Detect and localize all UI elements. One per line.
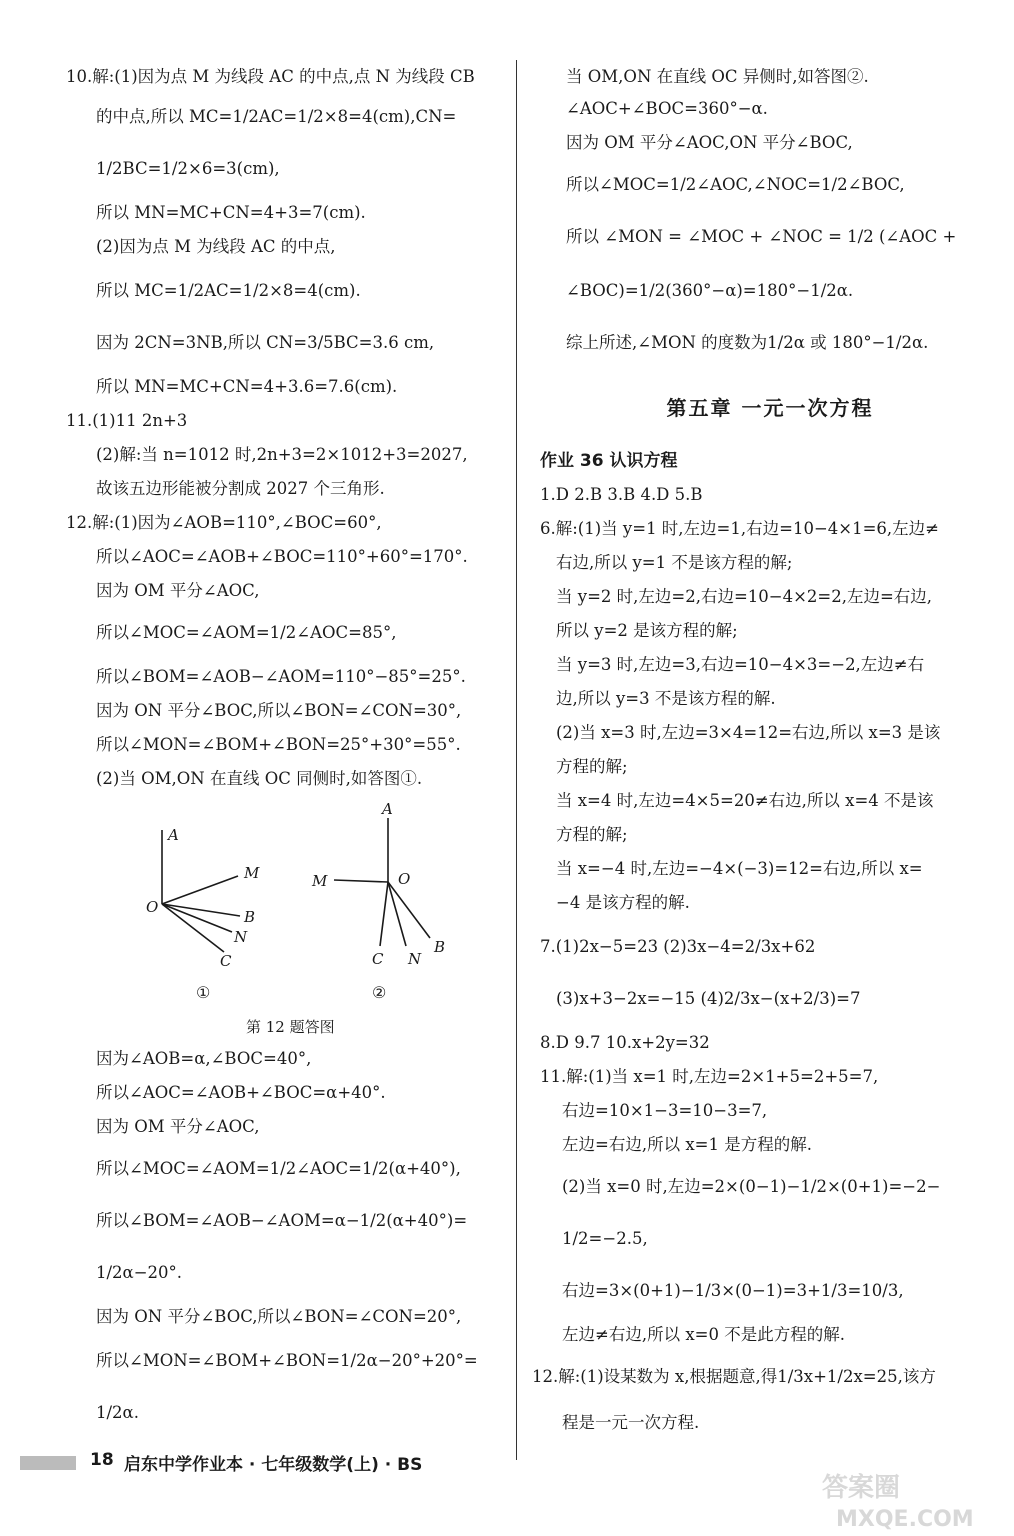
left-text-line: 因为∠AOB=α,∠BOC=40°, bbox=[96, 1049, 312, 1068]
watermark-top: 答案圈 bbox=[822, 1473, 901, 1503]
right-text-line: 程是一元一次方程. bbox=[562, 1413, 700, 1432]
left-text-line: 1/2α. bbox=[96, 1403, 139, 1422]
right-text-line: 所以 y=2 是该方程的解; bbox=[556, 621, 738, 640]
left-text-line: 10.解:(1)因为点 M 为线段 AC 的中点,点 N 为线段 CB bbox=[66, 67, 475, 86]
right-text-line: 1.D 2.B 3.B 4.D 5.B bbox=[540, 485, 703, 504]
left-text-line: 的中点,所以 MC=1/2AC=1/2×8=4(cm),CN= bbox=[96, 107, 457, 126]
right-text-line: 所以∠MOC=1/2∠AOC,∠NOC=1/2∠BOC, bbox=[566, 175, 905, 194]
left-text-line: 所以∠MON=∠BOM+∠BON=25°+30°=55°. bbox=[96, 735, 461, 754]
right-text-line: 综上所述,∠MON 的度数为1/2α 或 180°−1/2α. bbox=[566, 333, 929, 352]
answer-figure bbox=[140, 800, 480, 1040]
right-text-line: 所以 ∠MON = ∠MOC + ∠NOC = 1/2 (∠AOC + bbox=[566, 227, 957, 246]
right-text-line: (3)x+3−2x=−15 (4)2/3x−(x+2/3)=7 bbox=[556, 989, 861, 1008]
left-text-line: 故该五边形能被分割成 2027 个三角形. bbox=[96, 479, 385, 498]
fig2-point-B: B bbox=[434, 938, 446, 956]
figure-1 bbox=[162, 830, 240, 952]
fig2-label: ② bbox=[372, 983, 387, 1002]
fig2-point-A: A bbox=[382, 800, 393, 818]
fig1-point-M: M bbox=[244, 864, 260, 882]
left-text-line: 1/2BC=1/2×6=3(cm), bbox=[96, 159, 280, 178]
fig2-point-N: N bbox=[408, 950, 422, 968]
left-text-line: (2)因为点 M 为线段 AC 的中点, bbox=[96, 237, 336, 256]
fig2-point-O: O bbox=[398, 870, 411, 888]
fig1-point-C: C bbox=[220, 952, 232, 970]
right-text-line: 当 x=−4 时,左边=−4×(−3)=12=右边,所以 x= bbox=[556, 859, 923, 878]
right-text-line: −4 是该方程的解. bbox=[556, 893, 690, 912]
fig1-point-O: O bbox=[146, 898, 159, 916]
right-text-line: 6.解:(1)当 y=1 时,左边=1,右边=10−4×1=6,左边≠ bbox=[540, 519, 939, 538]
right-text-line: ∠AOC+∠BOC=360°−α. bbox=[566, 99, 768, 118]
page-footer bbox=[20, 1448, 500, 1476]
right-text-line: 因为 OM 平分∠AOC,ON 平分∠BOC, bbox=[566, 133, 853, 152]
left-text-line: (2)当 OM,ON 在直线 OC 同侧时,如答图①. bbox=[96, 769, 423, 788]
right-text-line: 12.解:(1)设某数为 x,根据题意,得1/3x+1/2x=25,该方 bbox=[532, 1367, 936, 1386]
left-text-line: 所以∠AOC=∠AOB+∠BOC=α+40°. bbox=[96, 1083, 386, 1102]
left-text-line: 所以∠MOC=∠AOM=1/2∠AOC=1/2(α+40°), bbox=[96, 1159, 461, 1178]
left-text-line: 1/2α−20°. bbox=[96, 1263, 183, 1282]
right-text-line: 边,所以 y=3 不是该方程的解. bbox=[556, 689, 776, 708]
left-text-line: 所以 MN=MC+CN=4+3=7(cm). bbox=[96, 203, 366, 222]
right-text-line: 方程的解; bbox=[556, 825, 628, 844]
right-text-line: 11.解:(1)当 x=1 时,左边=2×1+5=2+5=7, bbox=[540, 1067, 879, 1086]
left-text-line: 所以∠AOC=∠AOB+∠BOC=110°+60°=170°. bbox=[96, 547, 468, 566]
fig2-point-M: M bbox=[312, 872, 328, 890]
left-text-line: 所以∠MOC=∠AOM=1/2∠AOC=85°, bbox=[96, 623, 397, 642]
left-text-line: 因为 ON 平分∠BOC,所以∠BON=∠CON=30°, bbox=[96, 701, 462, 720]
left-text-line: 因为 OM 平分∠AOC, bbox=[96, 1117, 260, 1136]
left-text-line: 因为 2CN=3NB,所以 CN=3/5BC=3.6 cm, bbox=[96, 333, 435, 352]
right-text-line: 右边=3×(0+1)−1/3×(0−1)=3+1/3=10/3, bbox=[562, 1281, 904, 1300]
left-text-line: 所以 MN=MC+CN=4+3.6=7.6(cm). bbox=[96, 377, 398, 396]
right-text-line: 右边=10×1−3=10−3=7, bbox=[562, 1101, 768, 1120]
right-text-line: 当 x=4 时,左边=4×5=20≠右边,所以 x=4 不是该 bbox=[556, 791, 934, 810]
right-text-line: 左边≠右边,所以 x=0 不是此方程的解. bbox=[562, 1325, 845, 1344]
figure-caption: 第 12 题答图 bbox=[246, 1018, 335, 1036]
left-text-line: 11.(1)11 2n+3 bbox=[66, 411, 188, 430]
fig2-point-C: C bbox=[372, 950, 384, 968]
fig1-point-A: A bbox=[168, 826, 179, 844]
figure-2 bbox=[334, 818, 430, 946]
right-text-line: 当 y=3 时,左边=3,右边=10−4×3=−2,左边≠右 bbox=[556, 655, 925, 674]
right-text-line: (2)当 x=3 时,左边=3×4=12=右边,所以 x=3 是该 bbox=[556, 723, 941, 742]
right-text-line: 左边=右边,所以 x=1 是方程的解. bbox=[562, 1135, 812, 1154]
footer-bar bbox=[20, 1456, 76, 1470]
left-text-line: 所以∠MON=∠BOM+∠BON=1/2α−20°+20°= bbox=[96, 1351, 478, 1370]
left-text-line: (2)解:当 n=1012 时,2n+3=2×1012+3=2027, bbox=[96, 445, 468, 464]
right-text-line: 1/2=−2.5, bbox=[562, 1229, 648, 1248]
left-text-line: 因为 ON 平分∠BOC,所以∠BON=∠CON=20°, bbox=[96, 1307, 462, 1326]
right-text-line: ∠BOC)=1/2(360°−α)=180°−1/2α. bbox=[566, 281, 854, 300]
left-text-line: 所以∠BOM=∠AOB−∠AOM=110°−85°=25°. bbox=[96, 667, 466, 686]
left-text-line: 因为 OM 平分∠AOC, bbox=[96, 581, 260, 600]
left-text-line: 所以∠BOM=∠AOB−∠AOM=α−1/2(α+40°)= bbox=[96, 1211, 468, 1230]
chapter-title: 第五章 一元一次方程 bbox=[666, 396, 874, 420]
fig1-point-N: N bbox=[234, 928, 248, 946]
left-text-line: 所以 MC=1/2AC=1/2×8=4(cm). bbox=[96, 281, 361, 300]
right-text-line: 右边,所以 y=1 不是该方程的解; bbox=[556, 553, 793, 572]
column-divider bbox=[516, 60, 517, 1460]
watermark-logo bbox=[816, 1466, 996, 1532]
homework-title: 作业 36 认识方程 bbox=[540, 451, 678, 471]
watermark-bottom: MXQE.COM bbox=[836, 1507, 974, 1532]
book-title: 启东中学作业本 · 七年级数学(上) · BS bbox=[124, 1455, 423, 1475]
fig1-label: ① bbox=[196, 983, 211, 1002]
right-text-line: 7.(1)2x−5=23 (2)3x−4=2/3x+62 bbox=[540, 937, 816, 956]
right-text-line: 当 y=2 时,左边=2,右边=10−4×2=2,左边=右边, bbox=[556, 587, 933, 606]
right-text-line: 方程的解; bbox=[556, 757, 628, 776]
right-text-line: 当 OM,ON 在直线 OC 异侧时,如答图②. bbox=[566, 67, 869, 86]
right-text-line: (2)当 x=0 时,左边=2×(0−1)−1/2×(0+1)=−2− bbox=[562, 1177, 941, 1196]
right-text-line: 8.D 9.7 10.x+2y=32 bbox=[540, 1033, 710, 1052]
fig1-point-B: B bbox=[244, 908, 256, 926]
left-text-line: 12.解:(1)因为∠AOB=110°,∠BOC=60°, bbox=[66, 513, 382, 532]
page-number: 18 bbox=[90, 1450, 114, 1470]
